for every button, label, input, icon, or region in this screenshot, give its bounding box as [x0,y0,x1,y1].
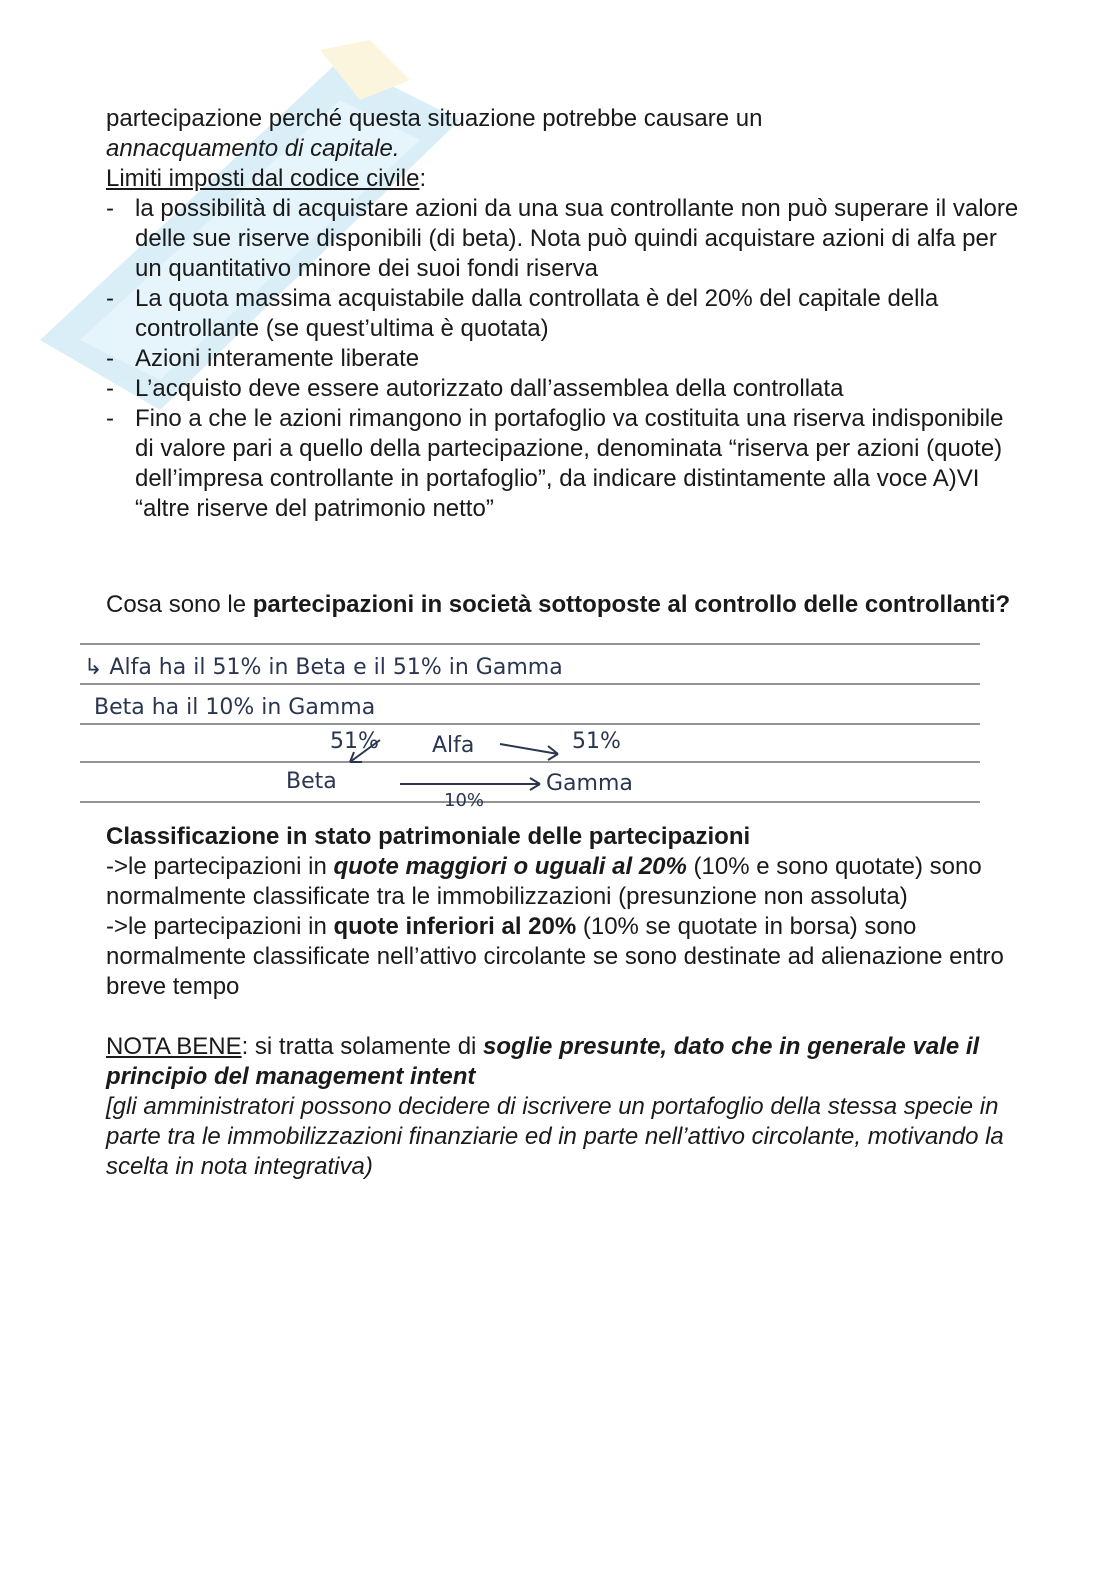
nota-bene-label: NOTA BENE [106,1033,242,1060]
list-item: - Fino a che le azioni rimangono in portafoglio va costituita una riserva indisponibile di valore pari a quello della partecipazione, denominata “riserva per azioni (quote) dell’impresa controllante in portafoglio”, da indicare distintamente alla voce A)VI “altre riserve del patrimonio netto” [106,404,1026,524]
limits-heading-row [106,164,1026,194]
classification-p2-rest: (10% se quotate in borsa) sono normalmente classificate nell’attivo circolante se sono destinate ad alienazione entro breve tempo [106,913,1004,1000]
question-bold: partecipazioni in società sottoposte al controllo delle controllanti? [252,591,1011,618]
handwritten-pct-left: 51% [330,729,379,754]
handwritten-node-beta: Beta [286,769,337,794]
classification-p2-text: ->le partecipazioni in [106,913,334,940]
limits-heading-colon: : [419,165,427,192]
limits-list [106,194,1026,524]
classification-paragraph-1 [106,852,1026,912]
document-page [84,104,1026,1182]
nota-bene-intro: : si tratta solamente di [241,1033,484,1060]
classification-p2-emphasis: quote inferiori al 20% [333,913,577,940]
classification-paragraph-2 [106,912,1026,1002]
nota-bene-emphasis: soglie presunte, dato che in generale vale il principio del management intent [106,1033,980,1090]
question-prefix: Cosa sono le [106,591,253,618]
handwritten-note [80,628,980,808]
classification-p1-emphasis: quote maggiori o uguali al 20% [333,853,687,880]
handwritten-line-1: ↳ Alfa ha il 51% in Beta e il 51% in Gamma [84,655,563,680]
limits-heading: Limiti imposti dal codice civile [106,165,420,192]
handwritten-pct-right: 51% [572,729,621,754]
handwritten-node-gamma: Gamma [546,771,633,796]
handwritten-line-2: Beta ha il 10% in Gamma [94,695,376,720]
list-item: - La quota massima acquistabile dalla controllata è del 20% del capitale della controllante (se quest’ultima è quotata) [106,284,1026,344]
question-paragraph [106,590,1026,620]
classification-p1-text: ->le partecipazioni in [106,853,334,880]
list-item: - la possibilità di acquistare azioni da una sua controllante non può superare il valore delle sue riserve disponibili (di beta). Nota può quindi acquistare azioni di alfa per un quantitativo minore dei suoi fondi riserva [106,194,1026,284]
handwritten-pct-bottom: 10% [444,790,485,808]
intro-line-1: partecipazione perché questa situazione potrebbe causare un [106,105,763,132]
nota-bene-detail: [gli amministratori possono decidere di iscrivere un portafoglio della stessa specie in parte tra le immobilizzazioni finanziarie ed in parte nell’attivo circolante, motivando la scelta in nota integrativa) [106,1093,1004,1180]
classification-heading: Classificazione in stato patrimoniale delle partecipazioni [106,823,751,850]
handwritten-node-alfa: Alfa [432,733,475,758]
list-item: - L’acquisto deve essere autorizzato dall’assemblea della controllata [106,374,1026,404]
list-item: - Azioni interamente liberate [106,344,1026,374]
intro-line-2: annacquamento di capitale. [106,135,400,162]
classification-p1-rest: (10% e sono quotate) sono normalmente classificate tra le immobilizzazioni (presunzione non assoluta) [106,853,982,910]
nota-bene-paragraph [106,1032,1026,1092]
